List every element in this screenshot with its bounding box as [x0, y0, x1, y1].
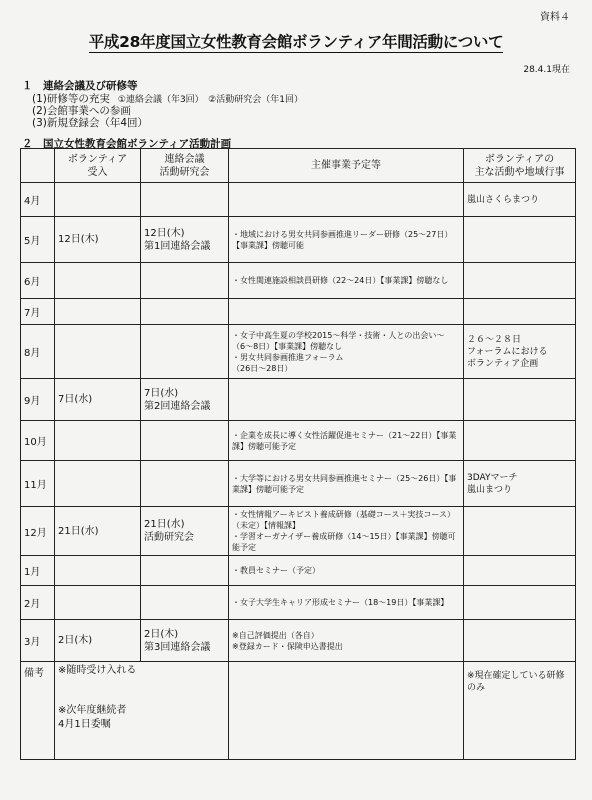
month-cell: 5月 — [21, 217, 55, 263]
main-event-cell: ※自己評価提出（各自） ※登録カード・保険申込書提出 — [229, 620, 464, 662]
volunteer-cell: 7日(水) — [55, 379, 141, 421]
meeting-cell — [141, 421, 229, 461]
table-row — [21, 299, 576, 325]
regional-activity-cell: 嵐山さくらまつり — [464, 183, 576, 217]
item1-label: (1)研修等の充実 — [32, 93, 110, 105]
volunteer-cell — [55, 183, 141, 217]
regional-activity-cell: ２６〜２８日 フォーラムにおける ボランティア企画 — [464, 325, 576, 379]
meeting-cell — [141, 556, 229, 586]
volunteer-cell — [55, 556, 141, 586]
item1-detail: ①連絡会議（年3回） ②活動研究会（年1回） — [117, 95, 303, 105]
header-main: 主催事業予定等 — [229, 149, 464, 183]
meeting-cell: 21日(水) 活動研究会 — [141, 507, 229, 556]
table-row — [21, 217, 576, 263]
month-cell: 12月 — [21, 507, 55, 556]
table-header-row — [21, 149, 576, 183]
regional-activity-cell — [464, 217, 576, 263]
header-volunteer: ボランティア 受入 — [55, 149, 141, 183]
volunteer-cell — [55, 461, 141, 507]
main-event-cell: ・女性情報アーキビスト養成研修（基礎コース＋実技コース） （未定）【情報課】 ・学習オーガナイザー養成研修（14〜15日）【事業課】傍聴可能予定 — [229, 507, 464, 556]
regional-activity-cell — [464, 379, 576, 421]
section2-heading: ２ 国立女性教育会館ボランティア活動計画 — [22, 138, 232, 150]
meeting-cell: 7日(水) 第2回連絡会議 — [141, 379, 229, 421]
main-event-cell: ・地域における男女共同参画推進リーダー研修（25〜27日） 【事業課】傍聴可能 — [229, 217, 464, 263]
notes-label: 備考 — [21, 662, 55, 760]
month-cell: 3月 — [21, 620, 55, 662]
regional-activity-cell — [464, 263, 576, 299]
volunteer-cell — [55, 263, 141, 299]
month-cell: 10月 — [21, 421, 55, 461]
month-cell: 4月 — [21, 183, 55, 217]
table-row — [21, 379, 576, 421]
table-row — [21, 586, 576, 620]
table-row — [21, 461, 576, 507]
section1-item3: (3)新規登録会（年4回） — [32, 117, 149, 129]
table-row — [21, 421, 576, 461]
main-event-cell: ・女性関連施設相談員研修（22〜24日）【事業課】傍聴なし — [229, 263, 464, 299]
meeting-cell: 12日(木) 第1回連絡会議 — [141, 217, 229, 263]
regional-activity-cell — [464, 299, 576, 325]
volunteer-cell: 2日(木) — [55, 620, 141, 662]
month-cell: 7月 — [21, 299, 55, 325]
volunteer-cell: 12日(木) — [55, 217, 141, 263]
table-row — [21, 263, 576, 299]
notes-row — [21, 662, 576, 760]
main-event-cell: ・教員セミナー（予定） — [229, 556, 464, 586]
main-event-cell: ・企業を成長に導く女性活躍促進セミナー（21〜22日）【事業課】傍聴可能予定 — [229, 421, 464, 461]
volunteer-cell — [55, 586, 141, 620]
section1-heading: １ 連絡会議及び研修等 — [22, 80, 138, 92]
as-of-date: 28.4.1現在 — [523, 65, 570, 75]
main-event-cell — [229, 379, 464, 421]
title-text: 平成28年度国立女性教育会館ボランティア年間活動について — [88, 33, 504, 51]
table-row — [21, 325, 576, 379]
section1-item2: (2)会館事業への参画 — [32, 105, 131, 117]
volunteer-cell — [55, 421, 141, 461]
note-volunteer-b: ※次年度継続者 4月1日委嘱 — [58, 705, 127, 730]
volunteer-cell — [55, 325, 141, 379]
regional-activity-cell: 3DAYマーチ 嵐山まつり — [464, 461, 576, 507]
meeting-cell: 2日(木) 第3回連絡会議 — [141, 620, 229, 662]
table-row — [21, 183, 576, 217]
notes-volunteer — [55, 662, 229, 760]
meeting-cell — [141, 325, 229, 379]
month-cell: 9月 — [21, 379, 55, 421]
main-event-cell: ・女子中高生夏の学校2015〜科学・技術・人との出会い〜 （6〜8日）【事業課】傍聴なし ・男女共同参画推進フォーラム （26日〜28日） — [229, 325, 464, 379]
document-label: 資料４ — [540, 12, 570, 23]
regional-activity-cell — [464, 421, 576, 461]
main-event-cell — [229, 299, 464, 325]
meeting-cell — [141, 263, 229, 299]
notes-regional: ※現在確定している研修のみ — [464, 662, 576, 760]
month-cell: 1月 — [21, 556, 55, 586]
table-row — [21, 507, 576, 556]
main-event-cell — [229, 183, 464, 217]
header-meeting: 連絡会議 活動研究会 — [141, 149, 229, 183]
notes-main — [229, 662, 464, 760]
table-row — [21, 620, 576, 662]
table-row — [21, 556, 576, 586]
note-volunteer-a: ※随時受け入れる — [58, 665, 137, 676]
activity-plan-table — [20, 148, 576, 760]
month-cell: 11月 — [21, 461, 55, 507]
page-title — [0, 30, 592, 52]
volunteer-cell — [55, 299, 141, 325]
meeting-cell — [141, 299, 229, 325]
month-cell: 6月 — [21, 263, 55, 299]
meeting-cell — [141, 461, 229, 507]
month-cell: 8月 — [21, 325, 55, 379]
main-event-cell: ・女子大学生キャリア形成セミナー（18〜19日）【事業課】 — [229, 586, 464, 620]
regional-activity-cell — [464, 556, 576, 586]
main-event-cell: ・大学等における男女共同参画推進セミナー（25〜26日）【事業課】傍聴可能予定 — [229, 461, 464, 507]
regional-activity-cell — [464, 620, 576, 662]
meeting-cell — [141, 183, 229, 217]
header-regional: ボランティアの 主な活動や地域行事 — [464, 149, 576, 183]
regional-activity-cell — [464, 507, 576, 556]
volunteer-cell: 21日(水) — [55, 507, 141, 556]
header-month — [21, 149, 55, 183]
month-cell: 2月 — [21, 586, 55, 620]
regional-activity-cell — [464, 586, 576, 620]
meeting-cell — [141, 586, 229, 620]
